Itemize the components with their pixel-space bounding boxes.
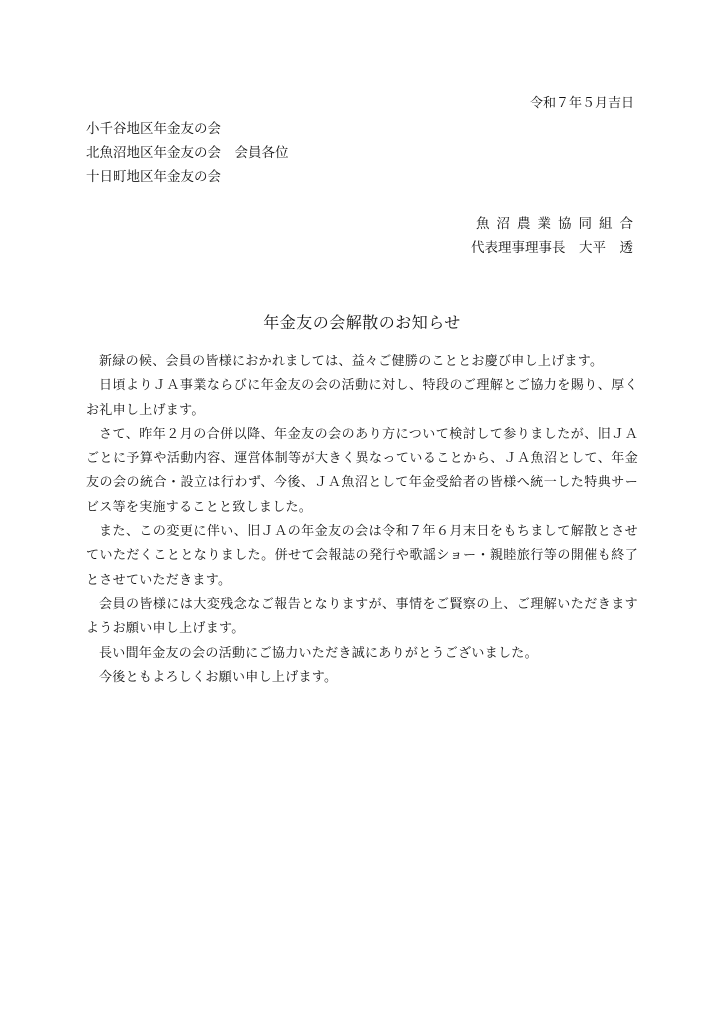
body-paragraph: さて、昨年２月の合併以降、年金友の会のあり方について検討して参りましたが、旧ＪＡごとに予算や活動内容、運営体制等が大きく異なっていることから、ＪＡ魚沼として、年金友の会の統合・設立は行わず、今後、ＪＡ魚沼として年金受給者の皆様へ統一した特典サービス等を実施することと致しました。: [86, 426, 638, 515]
body-paragraph: 今後ともよろしくお願い申し上げます。: [99, 669, 338, 685]
body-paragraph: また、この変更に伴い、旧ＪＡの年金友の会は令和７年６月末日をもちまして解散とさせていただくこととなりました。併せて会報誌の発行や歌謡ショー・親睦旅行等の開催も終了とさせていただきます。: [86, 524, 638, 588]
sender-block: [471, 212, 640, 260]
body-paragraph: 新緑の候、会員の皆様におかれましては、益々ご健勝のこととお慶び申し上げます。: [99, 354, 604, 369]
sender-organization: 魚沼農業協同組合: [476, 216, 640, 232]
document-title: 年金友の会解散のお知らせ: [263, 313, 461, 332]
sender-representative: 代表理事理事長 大平 透: [471, 240, 633, 256]
body-paragraph: 会員の皆様には大変残念なご報告となりますが、事情をご賢察の上、ご理解いただきますようお願い申し上げます。: [86, 596, 638, 637]
document-body: [86, 350, 638, 690]
recipient-line: 小千谷地区年金友の会: [86, 121, 221, 137]
document-date: 令和７年５月吉日: [529, 96, 634, 111]
body-paragraph: 日頃よりＪＡ事業ならびに年金友の会の活動に対し、特段のご理解とご協力を賜り、厚くお礼申し上げます。: [86, 378, 638, 418]
recipient-line: 十日町地区年金友の会: [86, 169, 221, 185]
recipient-line: 北魚沼地区年金友の会 会員各位: [86, 145, 289, 161]
body-paragraph: 長い間年金友の会の活動にご協力いただき誠にありがとうございました。: [99, 645, 538, 661]
recipients-block: [86, 117, 289, 189]
